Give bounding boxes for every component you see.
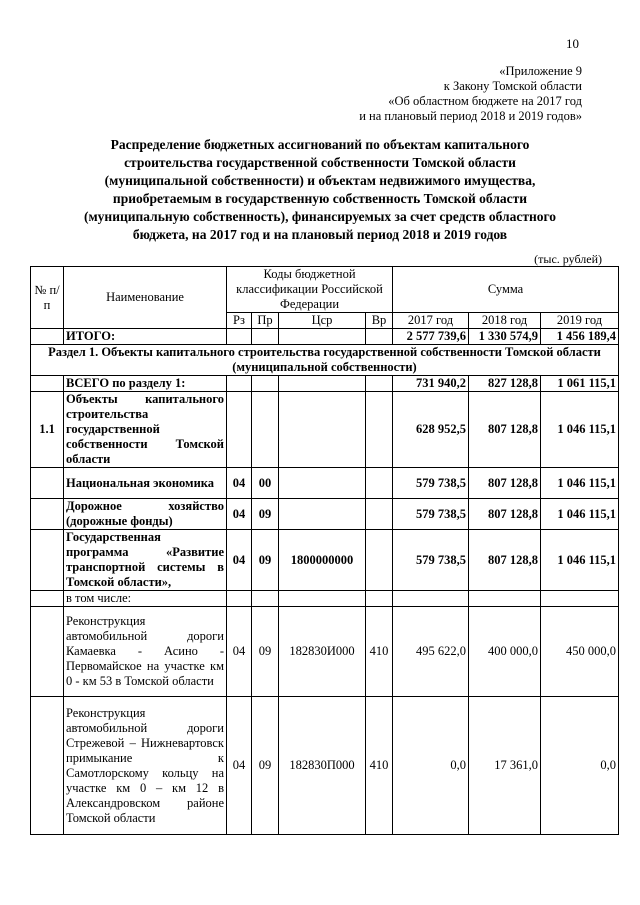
row-2017: 579 738,5 [393, 530, 469, 591]
row-rz [227, 392, 252, 468]
header-pr: Пр [252, 313, 279, 329]
row-pr [252, 392, 279, 468]
row-2018: 807 128,8 [469, 499, 541, 530]
title-line: строительства государственной собственности Томской области [124, 155, 516, 170]
row-2018: 807 128,8 [469, 392, 541, 468]
title-line: Распределение бюджетных ассигнований по объектам капитального [110, 137, 530, 152]
section-row [31, 345, 619, 376]
units-label: (тыс. рублей) [534, 252, 602, 266]
row-num [31, 499, 64, 530]
row-2019: 1 046 115,1 [541, 468, 619, 499]
table-row [31, 607, 619, 697]
title-line: (муниципальной собственности) и объектам недвижимого имущества, [104, 173, 536, 188]
row-2019: 450 000,0 [541, 607, 619, 697]
appendix-line: к Закону Томской области [443, 79, 582, 93]
row-vr [366, 468, 393, 499]
header-csr: Цср [279, 313, 366, 329]
budget-table [30, 266, 619, 835]
row-rz: 04 [227, 607, 252, 697]
header-num: № п/п [31, 267, 64, 329]
row-pr: 09 [252, 697, 279, 835]
row-pr: 09 [252, 530, 279, 591]
header-codes: Коды бюджетной классификации Российской Федерации [227, 267, 393, 313]
row-2018: 807 128,8 [469, 468, 541, 499]
row-rz: 04 [227, 530, 252, 591]
title-line: (муниципальную собственность), финансируемых за счет средств областного [83, 209, 557, 224]
header-vr: Вр [366, 313, 393, 329]
row-pr: 00 [252, 468, 279, 499]
header-2017: 2017 год [393, 313, 469, 329]
appendix-line: «Приложение 9 [499, 64, 582, 78]
section-total-name: ВСЕГО по разделу 1: [64, 376, 227, 392]
row-name: Дорожное хозяйство (дорожные фонды) [64, 499, 227, 530]
row-csr: 182830П000 [279, 697, 366, 835]
row-num [31, 468, 64, 499]
row-2017: 579 738,5 [393, 468, 469, 499]
section-total-2017: 731 940,2 [393, 376, 469, 392]
row-2018: 400 000,0 [469, 607, 541, 697]
row-csr: 1800000000 [279, 530, 366, 591]
row-vr: 410 [366, 697, 393, 835]
row-2017: 0,0 [393, 697, 469, 835]
row-vr [366, 530, 393, 591]
row-num [31, 697, 64, 835]
table-row [31, 697, 619, 835]
appendix-line: и на плановый период 2018 и 2019 годов» [359, 109, 582, 123]
row-name: в том числе: [64, 591, 227, 607]
row-csr [279, 468, 366, 499]
row-2017: 495 622,0 [393, 607, 469, 697]
row-num [31, 607, 64, 697]
row-name: Национальная экономика [64, 468, 227, 499]
header-2019: 2019 год [541, 313, 619, 329]
row-rz: 04 [227, 468, 252, 499]
row-num [31, 530, 64, 591]
row-2019: 0,0 [541, 697, 619, 835]
table-row [31, 499, 619, 530]
header-2018: 2018 год [469, 313, 541, 329]
row-vr [366, 392, 393, 468]
row-csr [279, 392, 366, 468]
row-2017: 628 952,5 [393, 392, 469, 468]
row-pr: 09 [252, 607, 279, 697]
section-title: Раздел 1. Объекты капитального строительства государственной собственности Томской области (муниципальной собственности) [31, 345, 619, 376]
header-rz: Рз [227, 313, 252, 329]
row-2018: 807 128,8 [469, 530, 541, 591]
section-total-row [31, 376, 619, 392]
row-2019: 1 046 115,1 [541, 530, 619, 591]
row-vr [366, 499, 393, 530]
row-num: 1.1 [31, 392, 64, 468]
total-2019: 1 456 189,4 [541, 329, 619, 345]
row-2018: 17 361,0 [469, 697, 541, 835]
table-row [31, 530, 619, 591]
row-csr [279, 499, 366, 530]
page-number: 10 [566, 36, 579, 51]
title-line: бюджета, на 2017 год и на плановый период 2018 и 2019 годов [132, 227, 508, 242]
total-name: ИТОГО: [64, 329, 227, 345]
section-total-2019: 1 061 115,1 [541, 376, 619, 392]
row-name: Государственная программа «Развитие транспортной системы в Томской области», [64, 530, 227, 591]
row-name: Объекты капитального строительства государственной собственности Томской области [64, 392, 227, 468]
table-row [31, 392, 619, 468]
row-name: Реконструкция автомобильной дороги Стрежевой – Нижневартовск примыкание к Самотлорскому кольцу на участке км 0 – км 12 в Александровском районе Томской области [64, 697, 227, 835]
appendix-line: «Об областном бюджете на 2017 год [388, 94, 582, 108]
document-title [60, 136, 580, 244]
table-row [31, 591, 619, 607]
row-2019: 1 046 115,1 [541, 499, 619, 530]
row-rz: 04 [227, 697, 252, 835]
row-rz: 04 [227, 499, 252, 530]
row-2019: 1 046 115,1 [541, 392, 619, 468]
header-row [31, 267, 619, 313]
title-line: приобретаемым в государственную собственность Томской области [112, 191, 528, 206]
total-2017: 2 577 739,6 [393, 329, 469, 345]
total-2018: 1 330 574,9 [469, 329, 541, 345]
header-name: Наименование [64, 267, 227, 329]
section-total-2018: 827 128,8 [469, 376, 541, 392]
header-sum: Сумма [393, 267, 619, 313]
appendix-header [282, 64, 582, 124]
row-pr: 09 [252, 499, 279, 530]
row-2017: 579 738,5 [393, 499, 469, 530]
total-row [31, 329, 619, 345]
row-name: Реконструкция автомобильной дороги Камаевка - Асино - Первомайское на участке км 0 - км 53 в Томской области [64, 607, 227, 697]
row-csr: 182830И000 [279, 607, 366, 697]
table-row [31, 468, 619, 499]
row-vr: 410 [366, 607, 393, 697]
